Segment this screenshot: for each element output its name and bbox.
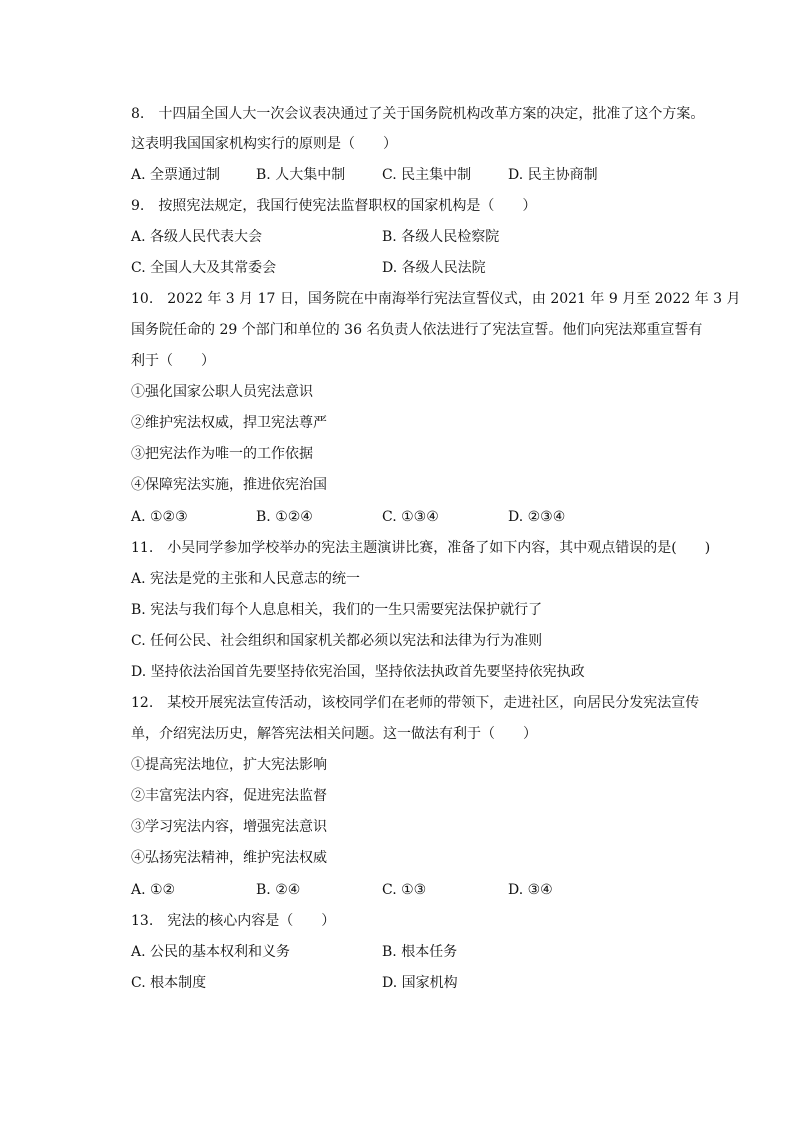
option-d[interactable]: D. ②③④ [508, 509, 566, 525]
statement-item: ③学习宪法内容，增强宪法意识 [131, 819, 327, 835]
question-stem-line: 11. 小吴同学参加学校举办的宪法主题演讲比赛，准备了如下内容，其中观点错误的是( ) [131, 540, 711, 556]
option-a[interactable]: A. ①②③ [131, 509, 188, 525]
option-a[interactable]: A. 公民的基本权利和义务 [131, 944, 291, 960]
option-a[interactable]: A. ①② [131, 882, 176, 898]
question-stem-line: 国务院任命的 29 个部门和单位的 36 名负责人依法进行了宪法宣誓。他们向宪法郑重宣誓有 [131, 322, 703, 338]
option-b[interactable]: B. 根本任务 [382, 944, 458, 960]
statement-item: ④保障宪法实施，推进依宪治国 [131, 477, 327, 493]
option-c[interactable]: C. 民主集中制 [382, 167, 472, 183]
question-stem-line: 利于（ ） [131, 353, 215, 369]
option-c[interactable]: C. ①③ [382, 882, 427, 898]
statement-item: ④弘扬宪法精神，维护宪法权威 [131, 850, 327, 866]
statement-item: ①提高宪法地位，扩大宪法影响 [131, 757, 327, 773]
question-stem-line: 10. 2022 年 3 月 17 日，国务院在中南海举行宪法宣誓仪式，由 2021 年 9 月至 2022 年 3 月 [131, 291, 741, 307]
statement-item: ③把宪法作为唯一的工作依据 [131, 446, 313, 462]
statement-item: ②丰富宪法内容，促进宪法监督 [131, 788, 327, 804]
question-stem-line: 单，介绍宪法历史，解答宪法相关问题。这一做法有利于（ ） [131, 726, 537, 742]
question-stem-line: 8. 十四届全国人大一次会议表决通过了关于国务院机构改革方案的决定，批准了这个方案。 [131, 106, 705, 122]
statement-item: ①强化国家公职人员宪法意识 [131, 384, 313, 400]
option-c[interactable]: C. 任何公民、社会组织和国家机关都必须以宪法和法律为行为准则 [131, 633, 543, 649]
option-d[interactable]: D. 国家机构 [382, 975, 458, 991]
question-stem-line: 13. 宪法的核心内容是（ ） [131, 913, 336, 929]
option-d[interactable]: D. ③④ [508, 882, 553, 898]
option-d[interactable]: D. 民主协商制 [508, 167, 598, 183]
option-d[interactable]: D. 各级人民法院 [382, 260, 486, 276]
option-b[interactable]: B. 人大集中制 [256, 167, 346, 183]
option-d[interactable]: D. 坚持依法治国首先要坚持依宪治国，坚持依法执政首先要坚持依宪执政 [131, 664, 585, 680]
option-b[interactable]: B. 宪法与我们每个人息息相关，我们的一生只需要宪法保护就行了 [131, 602, 543, 618]
option-b[interactable]: B. 各级人民检察院 [382, 229, 500, 245]
question-stem-line: 这表明我国国家机构实行的原则是（ ） [131, 136, 397, 152]
option-b[interactable]: B. ②④ [256, 882, 301, 898]
option-c[interactable]: C. 根本制度 [131, 975, 207, 991]
option-a[interactable]: A. 宪法是党的主张和人民意志的统一 [131, 571, 361, 587]
option-b[interactable]: B. ①②④ [256, 509, 313, 525]
statement-item: ②维护宪法权威，捍卫宪法尊严 [131, 415, 327, 431]
option-c[interactable]: C. 全国人大及其常委会 [131, 260, 277, 276]
question-stem-line: 12. 某校开展宪法宣传活动，该校同学们在老师的带领下，走进社区，向居民分发宪法宣传 [131, 695, 700, 711]
option-a[interactable]: A. 全票通过制 [131, 167, 221, 183]
question-stem-line: 9. 按照宪法规定，我国行使宪法监督职权的国家机构是（ ） [131, 198, 537, 214]
option-c[interactable]: C. ①③④ [382, 509, 439, 525]
option-a[interactable]: A. 各级人民代表大会 [131, 229, 263, 245]
